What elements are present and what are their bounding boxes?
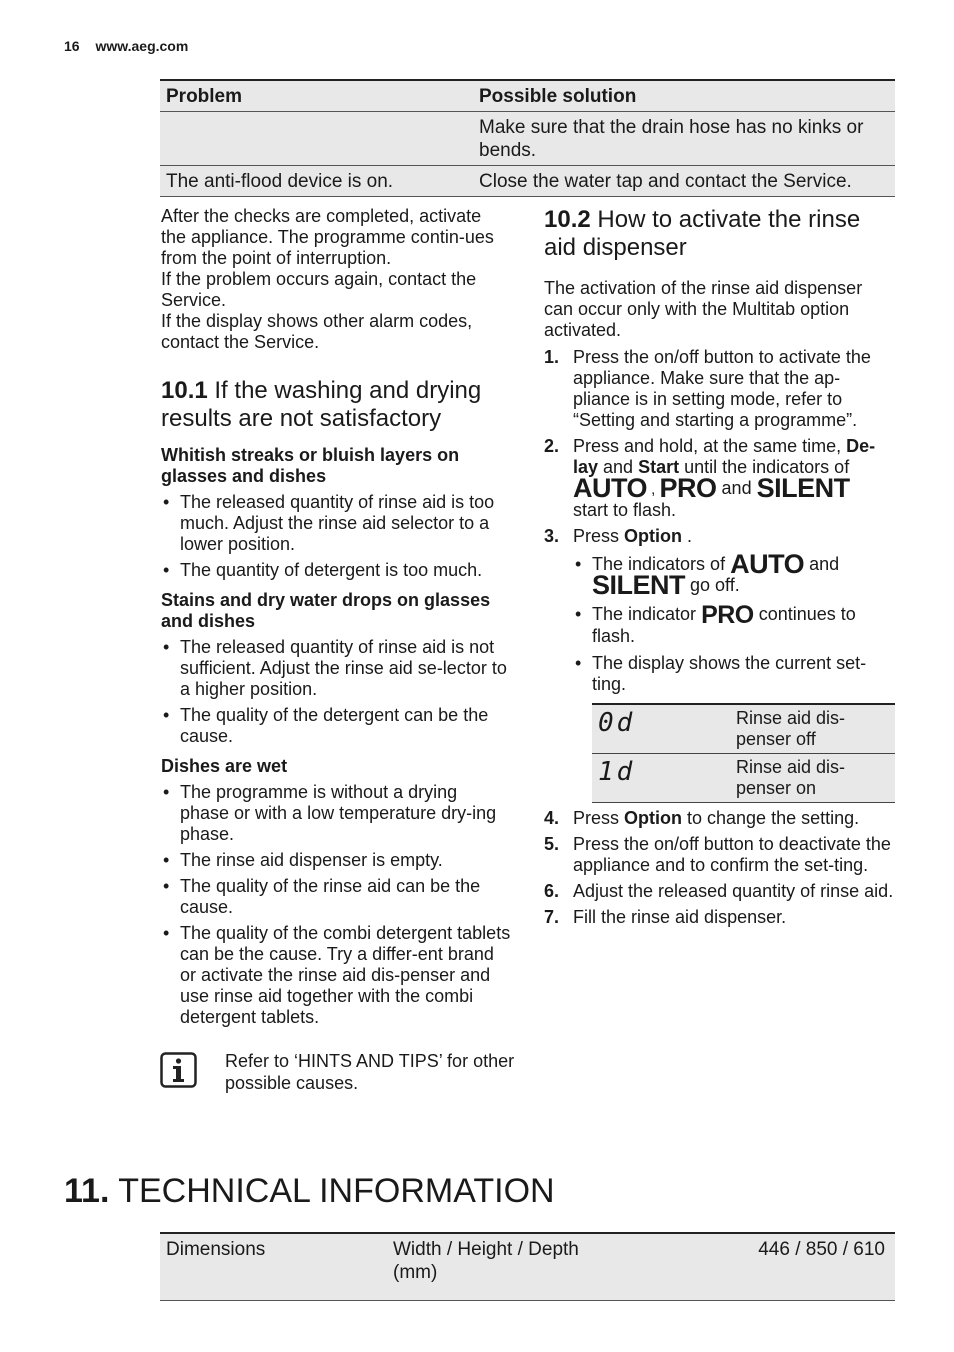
section-title: If the washing and drying results are not satisfactory [161, 377, 482, 432]
section-number: 10.2 [544, 206, 591, 233]
table-cell: Dimensions [160, 1233, 387, 1301]
intro-paragraph: After the checks are completed, activate the appliance. The programme contin-ues from the point of interruption. [161, 206, 494, 268]
intro-paragraph: The activation of the rinse aid dispenser can occur only with the Multitab option activated. [544, 278, 863, 340]
list-item: • The display shows the current set-ting. [573, 653, 894, 695]
list-item [573, 549, 894, 600]
bullet-list [161, 637, 511, 747]
step-text: until the indicators of [679, 457, 850, 477]
step-text: . [682, 526, 693, 546]
step-text: and [598, 457, 639, 477]
step-text: Press [573, 526, 625, 546]
pro-indicator-icon: PRO [701, 601, 754, 629]
list-item: • The quantity of detergent is too much. [161, 560, 511, 581]
step-text: go off. [685, 575, 740, 595]
table-cell: Close the water tap and contact the Service. [473, 166, 895, 197]
table-row [592, 704, 895, 754]
subheading: Dishes are wet [161, 756, 288, 776]
option-button-name: Option [624, 526, 682, 546]
list-item [544, 436, 894, 521]
list-item: • The rinse aid dispenser is empty. [161, 850, 511, 871]
display-setting-table [592, 703, 895, 803]
step-text: start to flash. [573, 500, 677, 520]
list-item: • The released quantity of rinse aid is not sufficient. Adjust the rinse aid se-lector to a higher position. [161, 637, 511, 700]
step-text: Fill the rinse aid dispenser. [573, 907, 787, 927]
delay-button-name: De-lay [573, 436, 876, 477]
sub-bullet-list [544, 549, 894, 695]
problem-table [160, 79, 895, 197]
subheading: Whitish streaks or bluish layers on glasses and dishes [161, 445, 460, 486]
silent-indicator-icon: SILENT [592, 570, 686, 600]
table-row [160, 1233, 895, 1301]
step-text: and [716, 478, 757, 498]
table-row [592, 754, 895, 803]
table-row [160, 112, 895, 166]
list-item: • The quality of the combi detergent tablets can be the cause. Try a differ-ent brand or activate the rinse aid dis-penser and use rinse aid together with the combi detergent tablets. [161, 923, 511, 1028]
list-item [544, 526, 894, 547]
section-title: How to activate the rinse aid dispenser [544, 206, 861, 261]
info-note: Refer to ‘HINTS AND TIPS’ for other possible causes. [225, 1051, 515, 1093]
option-button-name: Option [624, 808, 682, 828]
table-cell: 446 / 850 / 610 [629, 1233, 895, 1301]
chapter-number: 11. [64, 1172, 110, 1210]
technical-table [160, 1232, 895, 1301]
steps-list [544, 808, 894, 928]
chapter-title: TECHNICAL INFORMATION [118, 1172, 555, 1210]
step-text: to change the setting. [682, 808, 860, 828]
table-cell: Make sure that the drain hose has no kinks or bends. [473, 112, 895, 166]
step-number: 6. [544, 881, 560, 901]
step-number: 3. [544, 526, 560, 546]
list-item [544, 808, 894, 829]
list-item [544, 907, 894, 928]
list-item: • The released quantity of rinse aid is too much. Adjust the rinse aid selector to a lower position. [161, 492, 511, 555]
list-item: • The quality of the rinse aid can be the cause. [161, 876, 511, 918]
bullet-list [161, 492, 511, 581]
table-cell: The anti-flood device is on. [160, 166, 473, 197]
intro-paragraph: If the problem occurs again, contact the Service. [161, 269, 477, 310]
section-heading-10-2 [544, 206, 894, 262]
table-cell [160, 112, 473, 166]
info-icon [160, 1052, 197, 1088]
column-header: Possible solution [473, 80, 895, 112]
start-button-name: Start [638, 457, 680, 477]
column-header: Problem [160, 80, 473, 112]
step-number: 5. [544, 834, 560, 854]
display-code: 1d [598, 757, 636, 787]
table-cell: Rinse aid dis-penser off [730, 704, 895, 754]
auto-indicator-icon: AUTO [573, 473, 648, 503]
step-text: Press and hold, at the same time, [573, 436, 847, 456]
auto-indicator-icon: AUTO [730, 549, 805, 579]
step-text: , [647, 481, 660, 498]
table-header-row [160, 80, 895, 112]
list-item [544, 834, 894, 876]
step-number: 7. [544, 907, 560, 927]
list-item [573, 601, 894, 647]
step-text: and [804, 554, 840, 574]
step-text: The indicators of [592, 554, 731, 574]
list-item [544, 347, 894, 431]
step-text: Adjust the released quantity of rinse aid. [573, 881, 894, 901]
steps-list [544, 347, 894, 547]
table-cell [592, 754, 730, 803]
step-text: Press the on/off button to activate the appliance. Make sure that the ap-pliance is in setting mode, refer to “Setting and starting a programme”. [573, 347, 871, 430]
section-number: 10.1 [161, 377, 208, 404]
table-row [160, 166, 895, 197]
list-item: • The quality of the detergent can be the cause. [161, 705, 511, 747]
table-cell: Width / Height / Depth (mm) [387, 1233, 629, 1301]
display-code: 0d [598, 708, 636, 738]
list-item: • The programme is without a drying phase or with a low temperature dry-ing phase. [161, 782, 511, 845]
page-number: 16 [64, 38, 80, 54]
table-cell [592, 704, 730, 754]
right-column [544, 206, 894, 928]
subheading: Stains and dry water drops on glasses and dishes [161, 590, 491, 631]
left-column [161, 206, 511, 1028]
list-item [544, 881, 894, 902]
pro-indicator-icon: PRO [659, 473, 717, 503]
step-text: Press [573, 808, 625, 828]
intro-paragraph: If the display shows other alarm codes, contact the Service. [161, 311, 473, 352]
website-link[interactable]: www.aeg.com [95, 38, 189, 54]
chapter-heading-11 [64, 1172, 555, 1211]
step-text: The indicator [592, 604, 702, 624]
section-heading-10-1 [161, 377, 511, 433]
silent-indicator-icon: SILENT [756, 473, 850, 503]
step-number: 2. [544, 436, 560, 456]
bullet-list [161, 782, 511, 1028]
table-cell: Rinse aid dis-penser on [730, 754, 895, 803]
page-header [64, 38, 188, 54]
step-number: 4. [544, 808, 560, 828]
step-number: 1. [544, 347, 560, 367]
step-text: continues to flash. [592, 604, 856, 646]
step-text: Press the on/off button to deactivate the appliance and to confirm the set-ting. [573, 834, 891, 875]
